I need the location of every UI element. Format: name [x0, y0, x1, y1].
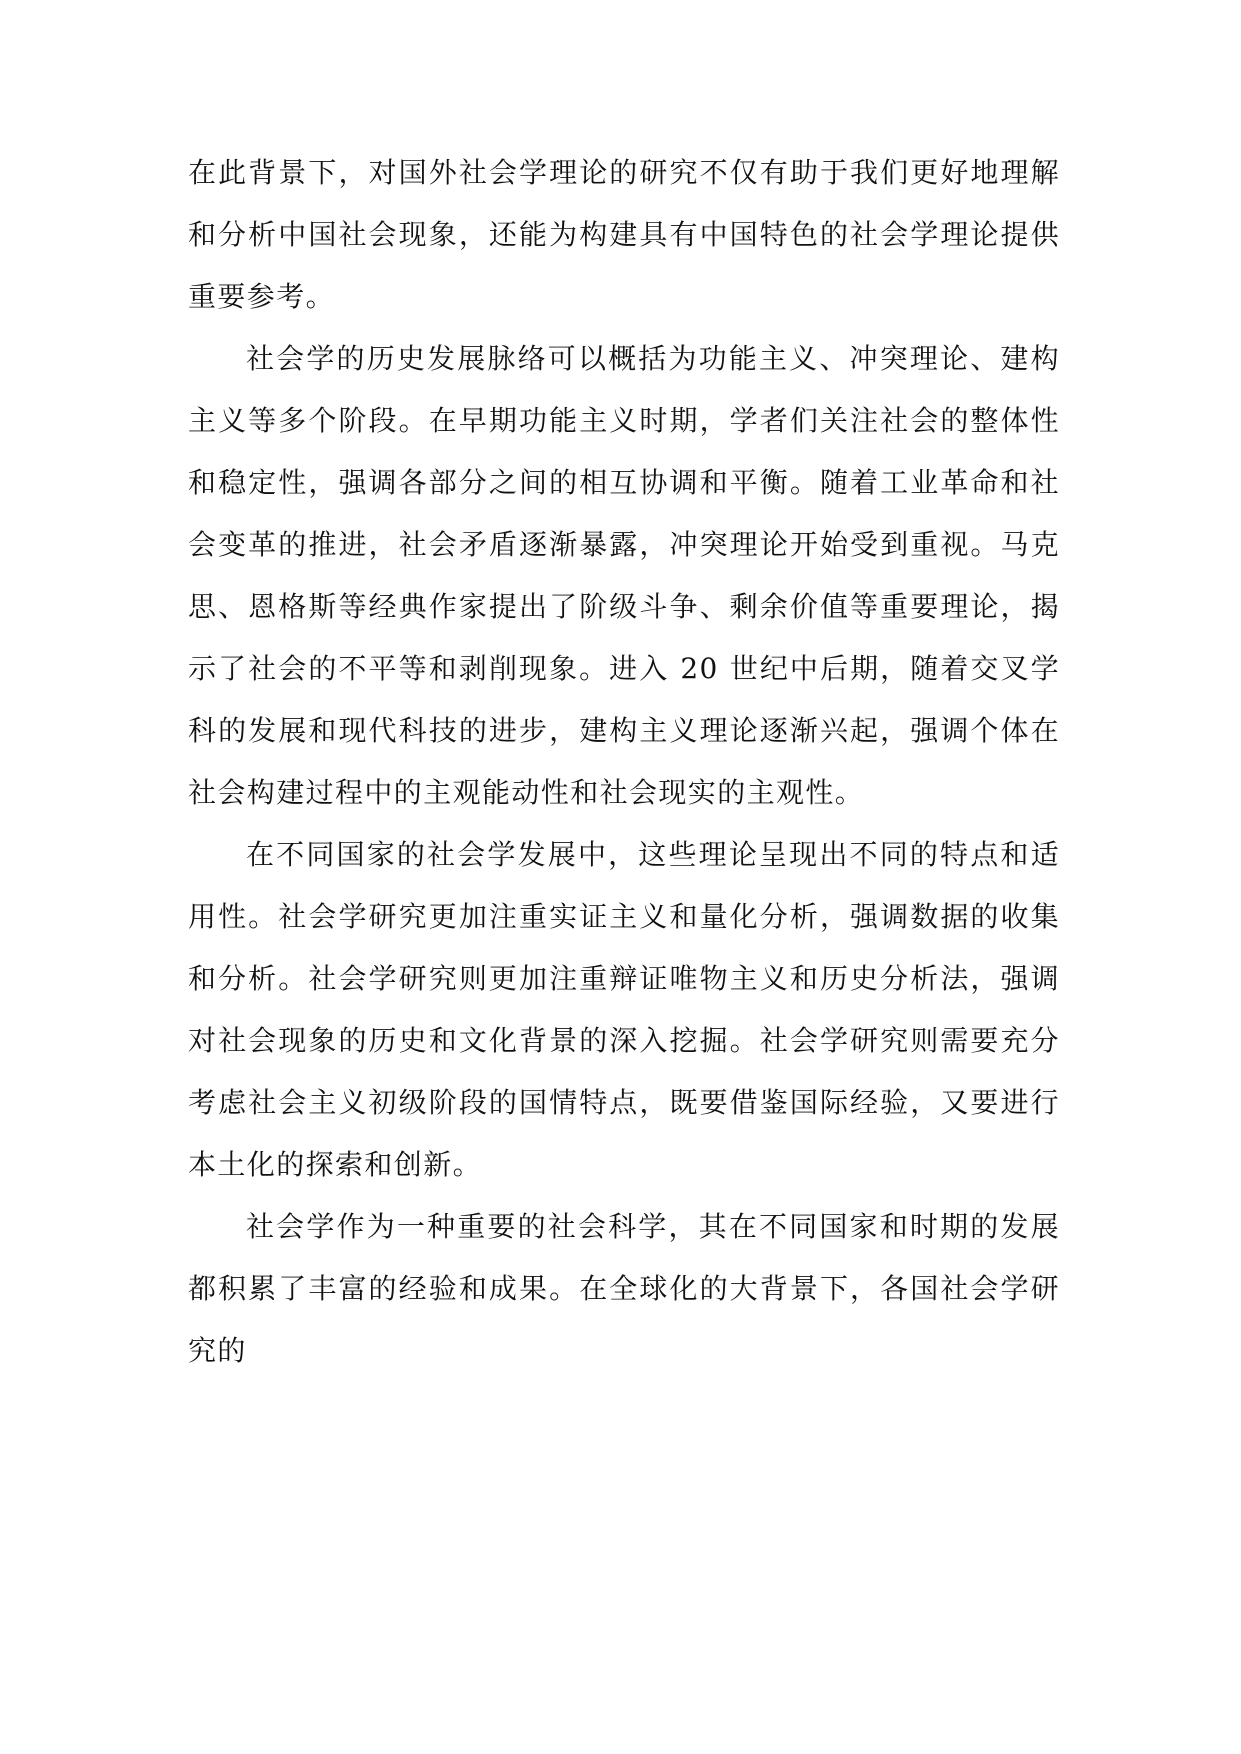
- paragraph-2: 社会学的历史发展脉络可以概括为功能主义、冲突理论、建构主义等多个阶段。在早期功能主义时期，学者们关注社会的整体性和稳定性，强调各部分之间的相互协调和平衡。随着工业革命和社会变革的推进，社会矛盾逐渐暴露，冲突理论开始受到重视。马克思、恩格斯等经典作家提出了阶级斗争、剩余价值等重要理论，揭示了社会的不平等和剥削现象。进入 20 世纪中后期，随着交叉学科的发展和现代科技的进步，建构主义理论逐渐兴起，强调个体在社会构建过程中的主观能动性和社会现实的主观性。: [188, 342, 1060, 809]
- paragraph-1: 在此背景下，对国外社会学理论的研究不仅有助于我们更好地理解和分析中国社会现象，还能为构建具有中国特色的社会学理论提供重要参考。: [188, 156, 1060, 313]
- paragraph-4: 社会学作为一种重要的社会科学，其在不同国家和时期的发展都积累了丰富的经验和成果。在全球化的大背景下，各国社会学研究的: [188, 1210, 1060, 1367]
- paragraph-3: 在不同国家的社会学发展中，这些理论呈现出不同的特点和适用性。社会学研究更加注重实证主义和量化分析，强调数据的收集和分析。社会学研究则更加注重辩证唯物主义和历史分析法，强调对社会现象的历史和文化背景的深入挖掘。社会学研究则需要充分考虑社会主义初级阶段的国情特点，既要借鉴国际经验，又要进行本土化的探索和创新。: [188, 838, 1060, 1181]
- body-text: [188, 142, 1060, 1382]
